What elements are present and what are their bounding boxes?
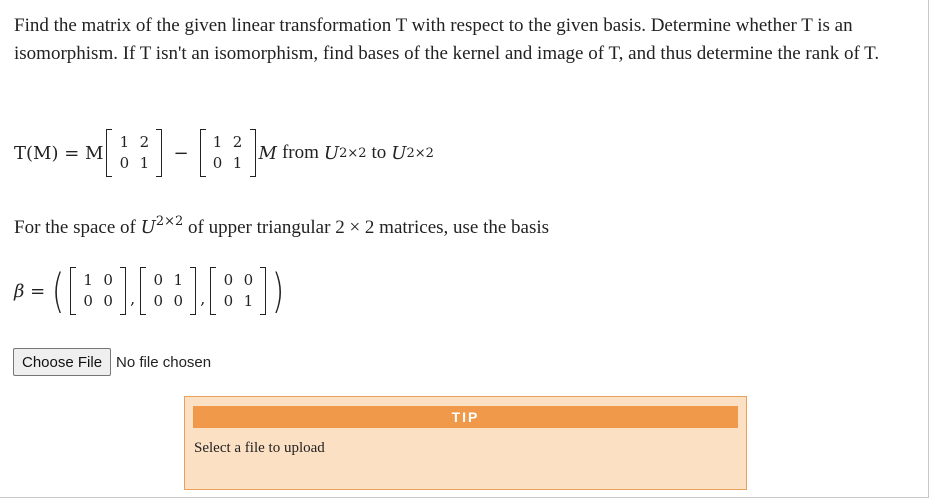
transformation-lhs: T(M) = M <box>14 142 104 164</box>
problem-text: Find the matrix of the given linear transformation T with respect to the given basis. Determine whether T is an isomorphism. If T isn't an isomorphism, find bases of the kernel and image of T, and thus determine the rank of T. <box>14 15 880 64</box>
basis-cell: 1 <box>173 271 184 289</box>
tip-header: TIP <box>193 406 738 428</box>
tip-message: Select a file to upload <box>194 440 325 456</box>
space-codomain-superscript: 2×2 <box>406 145 434 161</box>
basis-matrix-3 <box>210 267 266 315</box>
space-superscript: 2×2 <box>155 214 184 229</box>
basis-cell: 0 <box>243 271 254 289</box>
matrix-a-cell: 1 <box>119 133 130 151</box>
space-prefix: For the space of <box>14 217 141 238</box>
basis-cell: 0 <box>153 271 164 289</box>
basis-cell: 1 <box>243 292 254 310</box>
matrix-b-cell: 2 <box>232 133 243 151</box>
basis-cell: 1 <box>83 271 93 289</box>
matrix-a <box>106 129 162 177</box>
matrix-b-cell: 0 <box>212 154 223 172</box>
left-paren: ( <box>51 264 65 318</box>
choose-file-button[interactable]: Choose File <box>13 348 111 376</box>
basis-cell: 0 <box>103 271 113 289</box>
basis-definition <box>14 262 287 320</box>
transformation-equation <box>14 124 434 182</box>
basis-cell: 0 <box>223 292 234 310</box>
basis-matrix-2 <box>140 267 196 315</box>
matrix-b <box>200 129 256 177</box>
basis-cell: 0 <box>223 271 234 289</box>
space-domain: U <box>323 142 340 164</box>
matrix-a-cell: 0 <box>119 154 130 172</box>
basis-cell: 0 <box>103 292 113 310</box>
tip-box <box>184 396 747 490</box>
space-codomain: U <box>391 142 407 164</box>
space-domain-superscript: 2×2 <box>339 145 367 161</box>
matrix-b-cell: 1 <box>232 154 243 172</box>
matrix-a-cell: 1 <box>139 154 150 172</box>
problem-statement <box>14 12 919 68</box>
minus-sign: − <box>173 142 189 164</box>
matrix-b-cell: 1 <box>212 133 223 151</box>
basis-comma: , <box>200 288 206 308</box>
space-description <box>14 208 549 242</box>
space-symbol: U <box>140 217 156 238</box>
basis-cell: 0 <box>83 292 93 310</box>
basis-matrix-1 <box>70 267 126 315</box>
from-word: from <box>281 142 319 163</box>
file-status-text: No file chosen <box>116 353 212 371</box>
basis-cell: 0 <box>153 292 164 310</box>
right-paren: ) <box>272 264 285 318</box>
basis-label: β = <box>14 280 46 302</box>
space-suffix: of upper triangular 2 × 2 matrices, use the basis <box>183 217 550 238</box>
basis-cell: 0 <box>173 292 184 310</box>
to-word: to <box>371 142 387 163</box>
tail-m: M <box>258 142 277 164</box>
basis-comma: , <box>130 288 136 308</box>
file-upload <box>13 348 211 376</box>
matrix-a-cell: 2 <box>139 133 150 151</box>
